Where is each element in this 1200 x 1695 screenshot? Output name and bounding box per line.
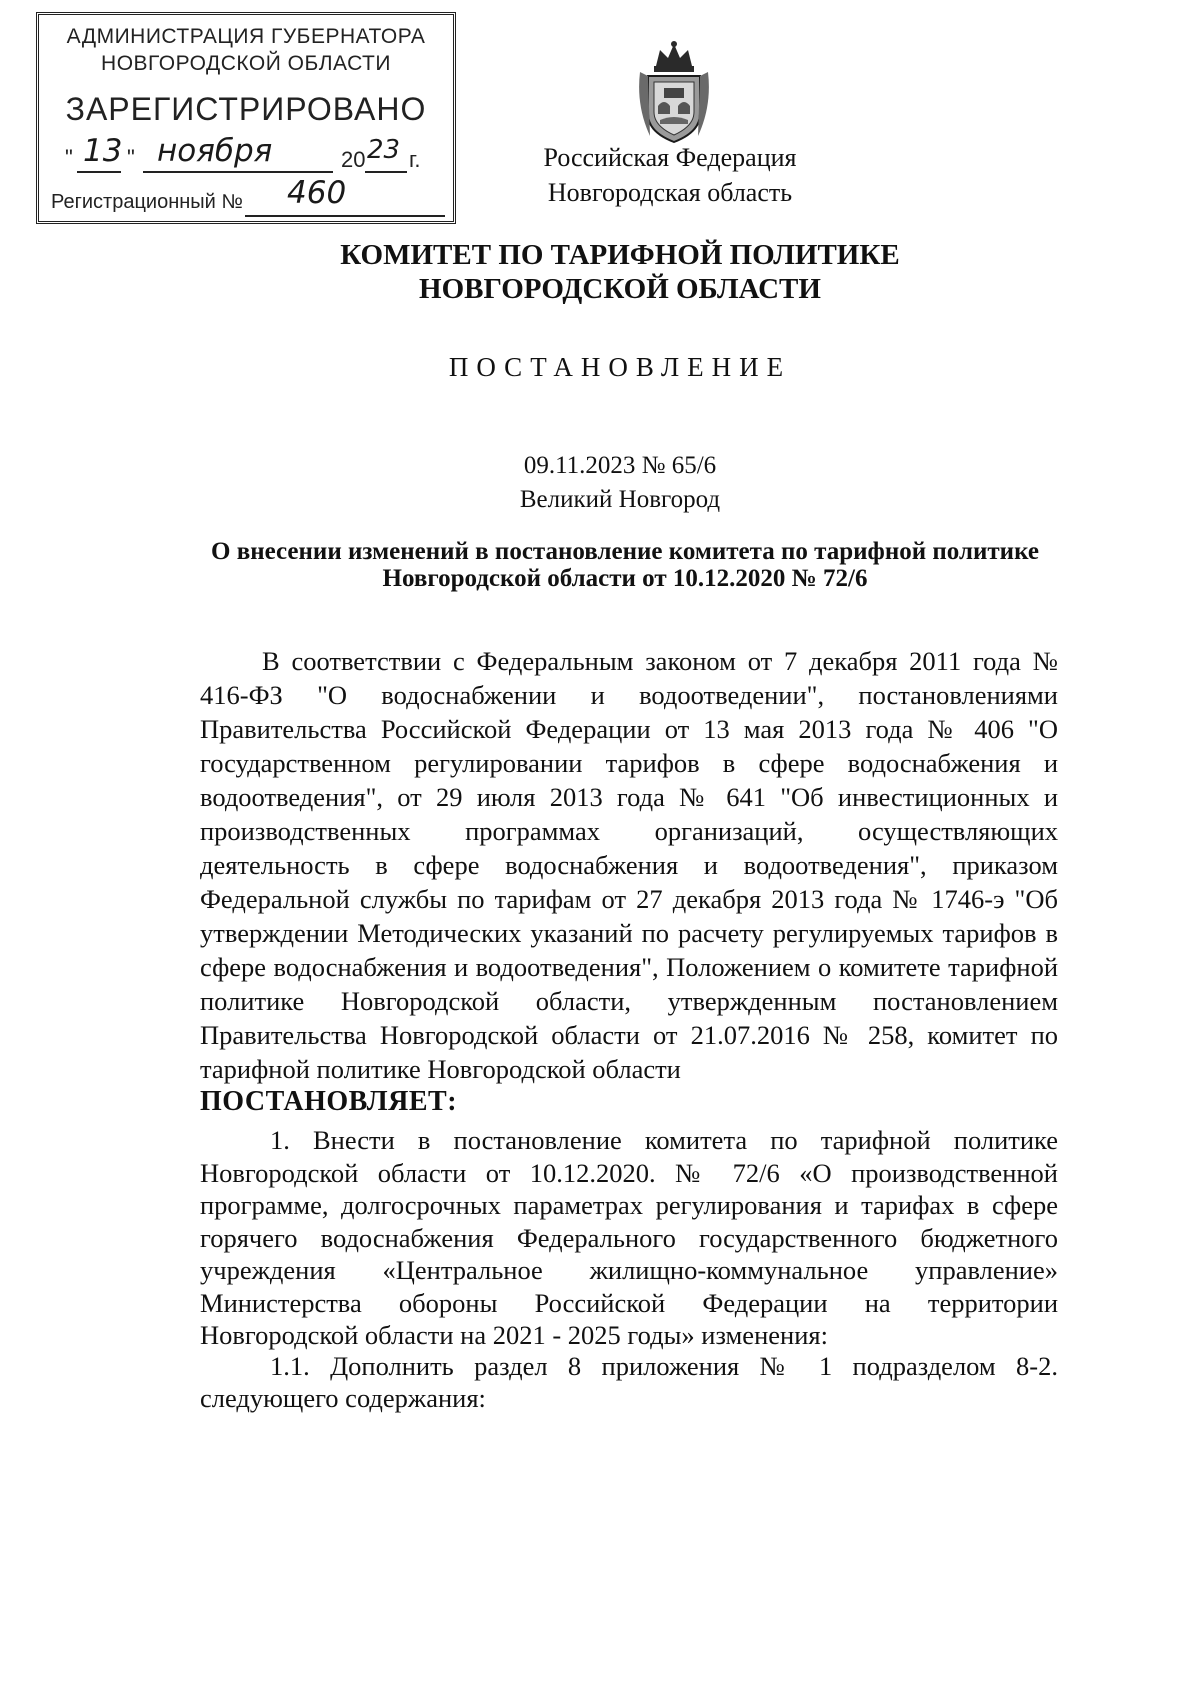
- stamp-year-suffix: 23: [367, 135, 401, 165]
- stamp-quote-open: ": [65, 145, 73, 170]
- region-name: Новгородская область: [547, 178, 793, 207]
- document-place: Великий Новгород: [519, 486, 721, 513]
- stamp-month: ноября: [157, 133, 273, 169]
- stamp-org-line-1: АДМИНИСТРАЦИЯ ГУБЕРНАТОРА: [66, 25, 426, 48]
- stamp-year-prefix: 20: [341, 147, 366, 172]
- stamp-year-end: г.: [409, 147, 421, 172]
- stamp-day: 13: [83, 133, 123, 169]
- stamp-quote-close: ": [127, 145, 135, 170]
- stamp-date-row: [65, 133, 445, 177]
- document-date-number: 09.11.2023 № 65/6: [523, 452, 717, 479]
- stamp-number-row: [51, 175, 449, 219]
- registration-stamp: [36, 12, 456, 224]
- stamp-reg-label: Регистрационный №: [51, 191, 243, 213]
- coat-of-arms-icon: [634, 36, 714, 148]
- stamp-org-line-2: НОВГОРОДСКОЙ ОБЛАСТИ: [101, 52, 391, 75]
- stamp-reg-number: 460: [287, 175, 347, 211]
- item-1-paragraph: 1. Внести в постановление комитета по тарифной политике Новгородской области от 10.12.2020. № 72/6 «О производственной программе, долгосрочных параметрах регулирования и тарифах в сфере горячего водоснабжения Федерального государственного бюджетного учреждения «Центральное жилищно-коммунальное управление» Министерства обороны Российской Федерации на территории Новгородской области на 2021 - 2025 годы» изменения:: [200, 1125, 1058, 1350]
- stamp-registered-label: ЗАРЕГИСТРИРОВАНО: [65, 91, 427, 127]
- item-1-1-paragraph: 1.1. Дополнить раздел 8 приложения № 1 подразделом 8-2. следующего содержания:: [200, 1351, 1058, 1413]
- country-name: Российская Федерация: [543, 143, 797, 172]
- document-type: ПОСТАНОВЛЕНИЕ: [448, 352, 792, 382]
- document-subject: О внесении изменений в постановление комитета по тарифной политике Новгородской области от 10.12.2020 № 72/6: [211, 538, 1039, 592]
- issuing-committee: КОМИТЕТ ПО ТАРИФНОЙ ПОЛИТИКЕ НОВГОРОДСКОЙ ОБЛАСТИ: [340, 239, 900, 305]
- resolves-heading: ПОСТАНОВЛЯЕТ:: [200, 1086, 458, 1117]
- preamble-paragraph: В соответствии с Федеральным законом от 7 декабря 2011 года № 416-ФЗ "О водоснабжении и водоотведении", постановлениями Правительства Российской Федерации от 13 мая 2013 года № 406 "О государственном регулировании тарифов в сфере водоснабжения и водоотведения", от 29 июля 2013 года № 641 "Об инвестиционных и производственных программах организаций, осуществляющих деятельность в сфере водоснабжения и водоотведения", приказом Федеральной службы по тарифам от 27 декабря 2013 года № 1746-э "Об утверждении Методических указаний по расчету регулируемых тарифов в сфере водоснабжения и водоотведения", Положением о комитете тарифной политике Новгородской области, утвержденным постановлением Правительства Новгородской области от 21.07.2016 № 258, комитет по тарифной политике Новгородской области: [200, 646, 1058, 1084]
